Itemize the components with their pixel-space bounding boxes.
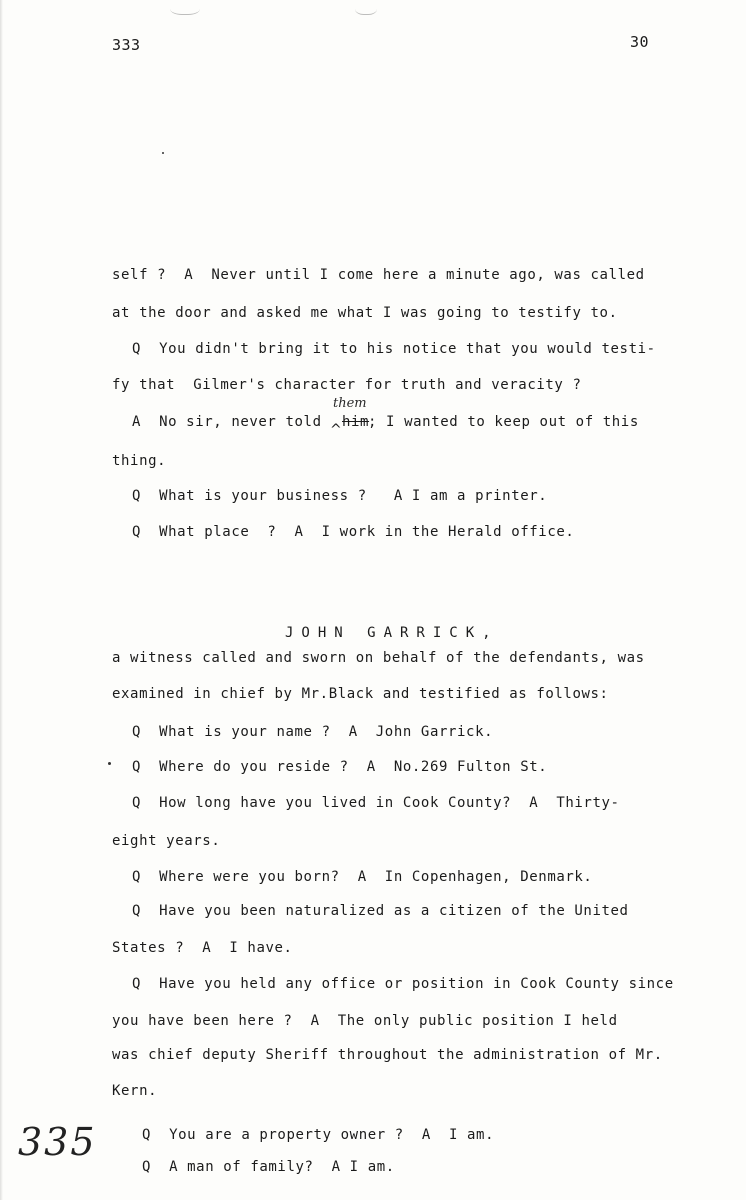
question-line: Q A man of family? A I am. — [142, 1159, 395, 1175]
handwritten-insertion: them — [333, 396, 367, 411]
transcript-line: was chief deputy Sheriff throughout the administration of Mr. — [112, 1047, 663, 1063]
insertion-caret: ^ — [330, 422, 342, 438]
paper-speck — [108, 762, 111, 765]
transcript-line: States ? A I have. — [112, 940, 293, 956]
answer-line: A No sir, never told — [132, 414, 322, 430]
page-edge-shadow — [0, 0, 3, 1200]
transcript-line: self ? A Never until I come here a minute ago, was called — [112, 267, 645, 283]
question-line: Q How long have you lived in Cook County? A Thirty- — [132, 795, 620, 811]
question-line: Q You are a property owner ? A I am. — [142, 1127, 495, 1143]
question-line: Q Have you been naturalized as a citizen of the United — [132, 903, 629, 919]
punch-mark — [170, 0, 200, 15]
paper-speck — [162, 152, 164, 154]
transcript-line: thing. — [112, 453, 167, 469]
punch-mark — [355, 0, 377, 15]
struck-word: him — [342, 414, 370, 430]
handwritten-margin-number: 335 — [18, 1120, 97, 1164]
transcript-line: a witness called and sworn on behalf of the defendants, was — [112, 650, 645, 666]
witness-heading: JOHN GARRICK, — [285, 625, 499, 641]
question-line: Q Where were you born? A In Copenhagen, Denmark. — [132, 869, 593, 885]
question-line: Q Where do you reside ? A No.269 Fulton St. — [132, 759, 548, 775]
transcript-line: eight years. — [112, 833, 221, 849]
question-line: Q You didn't bring it to his notice that you would testi- — [132, 341, 656, 357]
page-number-right: 30 — [630, 33, 650, 51]
question-line: Q What is your business ? A I am a printer. — [132, 488, 548, 504]
transcript-line: fy that Gilmer's character for truth and veracity ? — [112, 377, 582, 393]
question-line: Q What is your name ? A John Garrick. — [132, 724, 494, 740]
answer-line-continued: ; I wanted to keep out of this — [368, 414, 639, 430]
transcript-line: at the door and asked me what I was going to testify to. — [112, 305, 618, 321]
page-number-left: 333 — [112, 36, 141, 54]
transcript-line: examined in chief by Mr.Black and testified as follows: — [112, 686, 609, 702]
question-line: Q What place ? A I work in the Herald office. — [132, 524, 575, 540]
question-line: Q Have you held any office or position in Cook County since — [132, 976, 674, 992]
transcript-line: Kern. — [112, 1083, 158, 1099]
transcript-line: you have been here ? A The only public position I held — [112, 1013, 618, 1029]
